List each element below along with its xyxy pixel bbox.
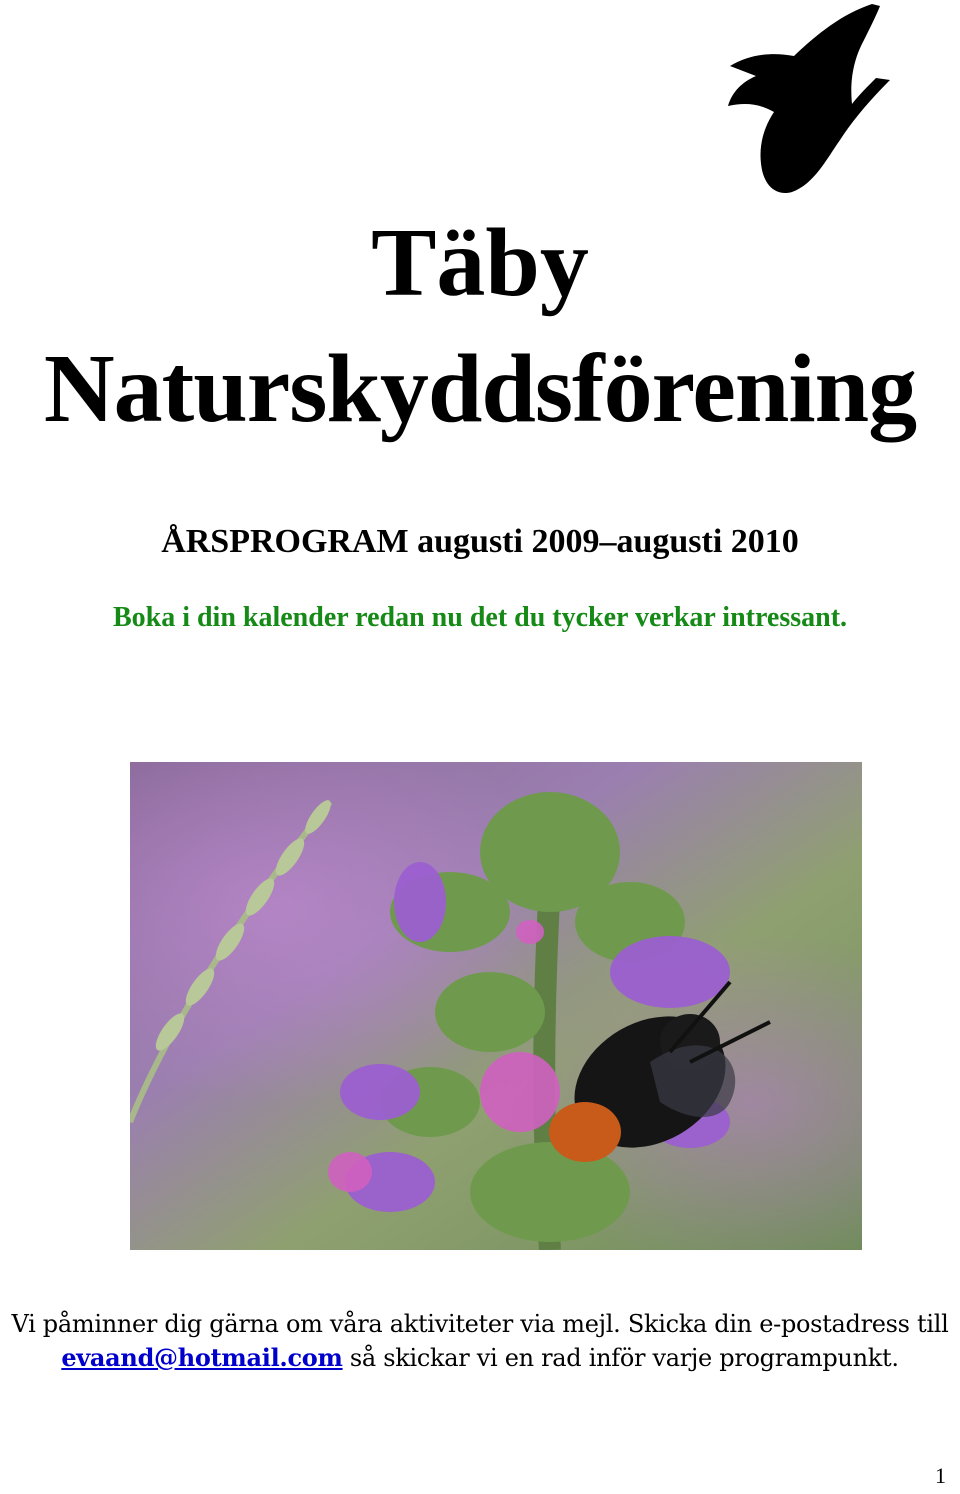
reminder-text-after: så skickar vi en rad inför varje programpunkt. — [342, 1344, 899, 1372]
email-reminder — [0, 1308, 960, 1375]
reminder-text: Vi påminner dig gärna om våra aktiviteter via mejl. Skicka din e-postadress till — [11, 1310, 949, 1338]
program-subtitle: ÅRSPROGRAM augusti 2009–augusti 2010 — [161, 523, 799, 560]
bird-logo-icon — [722, 0, 898, 200]
title-line-1: Täby — [371, 209, 589, 317]
bumblebee-flower-photo — [130, 762, 862, 1250]
page-number: 1 — [935, 1463, 946, 1488]
email-link[interactable]: evaand@hotmail.com — [61, 1343, 343, 1372]
calendar-note: Boka i din kalender redan nu det du tycker verkar intressant. — [112, 602, 848, 633]
title-line-2: Naturskyddsförening — [43, 335, 917, 443]
